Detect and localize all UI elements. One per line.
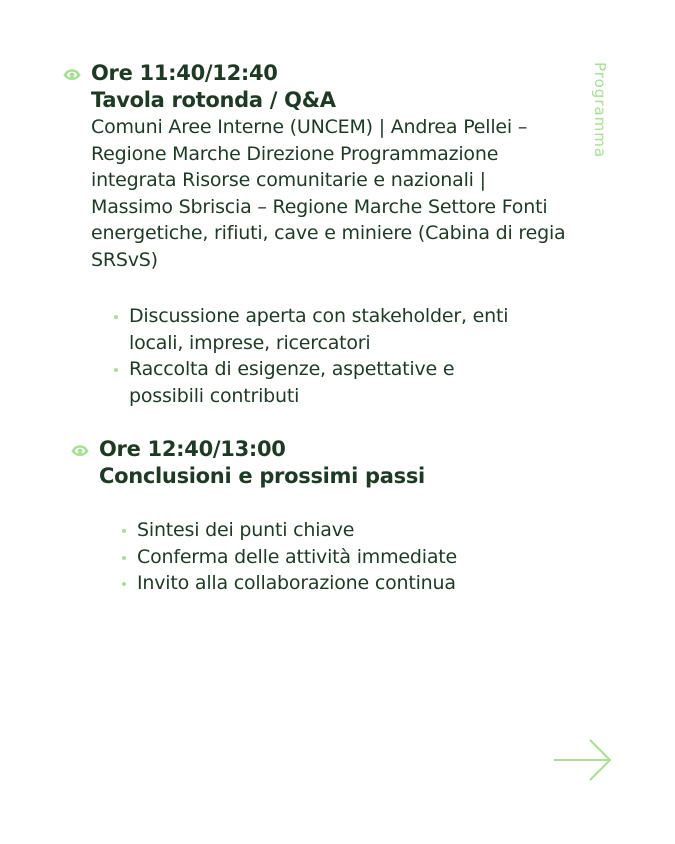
bullet-dot bbox=[114, 368, 118, 372]
list-item bbox=[122, 570, 542, 597]
arrow-right-icon[interactable] bbox=[553, 738, 613, 782]
bullet-dot bbox=[114, 315, 118, 319]
side-label: Programma bbox=[591, 62, 609, 159]
list-item bbox=[122, 517, 542, 544]
bullet-dot bbox=[122, 529, 126, 533]
agenda-section-roundtable bbox=[62, 60, 571, 273]
agenda-section-conclusions bbox=[70, 436, 425, 490]
list-item-text: Sintesi dei punti chiave bbox=[137, 519, 355, 541]
section-title: Tavola rotonda / Q&A bbox=[91, 88, 336, 112]
list-item-text: Invito alla collaborazione continua bbox=[137, 572, 456, 594]
section-time: Ore 11:40/12:40 bbox=[91, 61, 278, 85]
list-item bbox=[114, 303, 534, 356]
section-title: Conclusioni e prossimi passi bbox=[99, 464, 425, 488]
section-description: Comuni Aree Interne (UNCEM) | Andrea Pellei – Regione Marche Direzione Programmazione integrata Risorse comunitarie e nazionali | Massimo Sbriscia – Regione Marche Settore Fonti energetiche, rifiuti, cave e miniere (Cabina di regia SRSvS) bbox=[91, 116, 566, 271]
list-item-text: Conferma delle attività immediate bbox=[137, 545, 457, 568]
list-item-text: Discussione aperta con stakeholder, enti locali, imprese, ricercatori bbox=[129, 305, 509, 354]
section-time: Ore 12:40/13:00 bbox=[99, 437, 286, 461]
list-item-text: Raccolta di esigenze, aspettative e possibili contributi bbox=[129, 358, 455, 407]
bullet-dot bbox=[122, 582, 126, 586]
bullet-list-roundtable bbox=[114, 303, 534, 409]
list-item bbox=[114, 356, 534, 409]
bullet-list-conclusions bbox=[122, 517, 542, 597]
list-item bbox=[122, 544, 542, 571]
bullet-dot bbox=[122, 556, 126, 560]
clock-eye-icon bbox=[62, 64, 82, 84]
clock-eye-icon bbox=[70, 440, 90, 460]
